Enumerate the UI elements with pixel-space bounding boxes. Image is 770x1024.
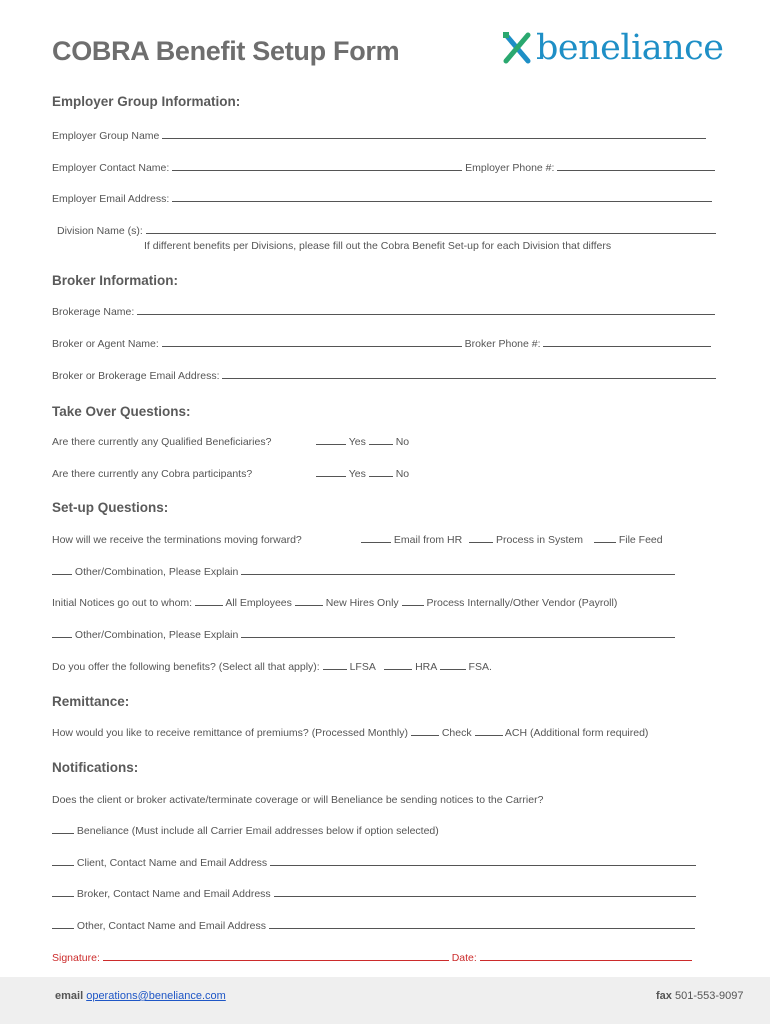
employer-group-name-label: Employer Group Name (52, 130, 160, 142)
terminations-question: How will we receive the terminations moving forward? (52, 534, 302, 546)
other-combination-label-2: Other/Combination, Please Explain (74, 629, 239, 641)
other-option-blank[interactable] (52, 920, 74, 929)
check-label: Check (441, 727, 472, 739)
signature-field[interactable] (103, 952, 449, 961)
takeover-section-heading: Take Over Questions: (52, 404, 191, 419)
qualified-beneficiaries-no-blank[interactable] (369, 436, 393, 445)
fsa-blank[interactable] (440, 661, 466, 670)
all-employees-blank[interactable] (195, 597, 223, 606)
client-contact-field[interactable] (270, 857, 696, 866)
broker-option-blank[interactable] (52, 888, 74, 897)
footer-fax (656, 990, 743, 1002)
cobra-participants-options (316, 468, 409, 480)
other-combination-field-1[interactable] (241, 566, 675, 575)
other-combination-blank-2[interactable] (52, 629, 72, 638)
logo-wordmark: beneliance (536, 28, 724, 68)
page-footer (0, 977, 770, 1024)
cobra-participants-yes-label: Yes (348, 468, 366, 480)
beneliance-logo-icon (500, 29, 534, 67)
qualified-beneficiaries-question: Are there currently any Qualified Beneficiaries? (52, 436, 272, 448)
qualified-beneficiaries-no-label: No (395, 436, 410, 448)
broker-agent-name-label: Broker or Agent Name: (52, 338, 159, 350)
client-option-blank[interactable] (52, 857, 74, 866)
footer-fax-number: 501-553-9097 (674, 990, 744, 1002)
brand-logo (500, 28, 723, 68)
employer-email-field[interactable] (172, 193, 712, 202)
file-feed-label: File Feed (618, 534, 663, 546)
email-from-hr-blank[interactable] (361, 534, 391, 543)
employer-email-label: Employer Email Address: (52, 193, 170, 205)
employer-contact-name-field[interactable] (172, 162, 462, 171)
check-blank[interactable] (411, 727, 439, 736)
brokerage-name-field[interactable] (137, 306, 715, 315)
employer-contact-name-label: Employer Contact Name: (52, 162, 170, 174)
division-name-field[interactable] (146, 225, 716, 234)
setup-section-heading: Set-up Questions: (52, 500, 169, 515)
brokerage-name-row (52, 306, 715, 318)
other-combination-blank-1[interactable] (52, 566, 72, 575)
notifications-question: Does the client or broker activate/terminate coverage or will Beneliance be sending notices to the Carrier? (52, 794, 544, 806)
page-title: COBRA Benefit Setup Form (52, 36, 400, 66)
notifications-section-heading: Notifications: (52, 760, 139, 775)
broker-section-heading: Broker Information: (52, 273, 179, 288)
all-employees-label: All Employees (225, 597, 292, 609)
date-label: Date: (451, 952, 477, 964)
lfsa-label: LFSA (349, 661, 376, 673)
qualified-beneficiaries-yes-blank[interactable] (316, 436, 346, 445)
beneliance-option-row (52, 825, 439, 837)
terminations-options (361, 534, 663, 546)
broker-phone-field[interactable] (543, 338, 711, 347)
footer-email-label: email (55, 990, 84, 1002)
employer-email-row (52, 193, 712, 205)
broker-option-row (52, 888, 696, 900)
division-note: If different benefits per Divisions, please fill out the Cobra Benefit Set-up for each Division that differs (144, 240, 612, 252)
process-in-system-blank[interactable] (469, 534, 493, 543)
signature-label: Signature: (52, 952, 100, 964)
beneliance-option-label: Beneliance (Must include all Carrier Email addresses below if option selected) (76, 825, 439, 837)
other-option-row (52, 920, 695, 932)
process-internally-blank[interactable] (402, 597, 424, 606)
broker-option-label: Broker, Contact Name and Email Address (76, 888, 271, 900)
footer-fax-label: fax (656, 990, 672, 1002)
lfsa-blank[interactable] (323, 661, 347, 670)
signature-row (52, 952, 692, 964)
date-field[interactable] (480, 952, 692, 961)
other-combination-label-1: Other/Combination, Please Explain (74, 566, 239, 578)
initial-notices-row (52, 597, 617, 609)
broker-agent-name-field[interactable] (162, 338, 462, 347)
brokerage-name-label: Brokerage Name: (52, 306, 135, 318)
email-from-hr-label: Email from HR (393, 534, 463, 546)
remittance-section-heading: Remittance: (52, 694, 130, 709)
footer-email-link[interactable]: operations@beneliance.com (86, 990, 226, 1002)
benefits-question: Do you offer the following benefits? (Select all that apply): (52, 661, 320, 673)
remittance-row (52, 727, 648, 739)
broker-email-label: Broker or Brokerage Email Address: (52, 370, 220, 382)
division-row (57, 225, 716, 237)
qualified-beneficiaries-yes-label: Yes (348, 436, 366, 448)
employer-phone-field[interactable] (557, 162, 715, 171)
fsa-label: FSA. (468, 661, 492, 673)
employer-section-heading: Employer Group Information: (52, 94, 241, 109)
employer-phone-label: Employer Phone #: (465, 162, 555, 174)
benefits-row (52, 661, 492, 673)
other-combination-row-1 (52, 566, 675, 578)
employer-group-name-field[interactable] (162, 130, 706, 139)
new-hires-label: New Hires Only (325, 597, 399, 609)
qualified-beneficiaries-options (316, 436, 409, 448)
other-contact-field[interactable] (269, 920, 695, 929)
broker-email-field[interactable] (222, 370, 716, 379)
cobra-participants-no-blank[interactable] (369, 468, 393, 477)
other-combination-field-2[interactable] (241, 629, 675, 638)
other-combination-row-2 (52, 629, 675, 641)
initial-notices-label: Initial Notices go out to whom: (52, 597, 193, 609)
other-option-label: Other, Contact Name and Email Address (76, 920, 267, 932)
broker-agent-row (52, 338, 711, 350)
client-option-label: Client, Contact Name and Email Address (76, 857, 268, 869)
division-name-label: Division Name (s): (57, 225, 143, 237)
remittance-question: How would you like to receive remittance of premiums? (Processed Monthly) (52, 727, 408, 739)
employer-group-name-row (52, 130, 706, 142)
cobra-participants-yes-blank[interactable] (316, 468, 346, 477)
hra-blank[interactable] (384, 661, 412, 670)
process-in-system-label: Process in System (496, 534, 583, 546)
footer-email (55, 990, 226, 1002)
file-feed-blank[interactable] (594, 534, 616, 543)
beneliance-option-blank[interactable] (52, 825, 74, 834)
process-internally-label: Process Internally/Other Vendor (Payroll) (426, 597, 618, 609)
hra-label: HRA (415, 661, 437, 673)
employer-contact-row (52, 162, 715, 174)
broker-contact-field[interactable] (274, 888, 696, 897)
client-option-row (52, 857, 696, 869)
ach-blank[interactable] (475, 727, 503, 736)
broker-email-row (52, 370, 716, 382)
new-hires-blank[interactable] (295, 597, 323, 606)
cobra-participants-question: Are there currently any Cobra participants? (52, 468, 253, 480)
ach-label: ACH (Additional form required) (504, 727, 649, 739)
cobra-participants-no-label: No (395, 468, 410, 480)
broker-phone-label: Broker Phone #: (464, 338, 541, 350)
